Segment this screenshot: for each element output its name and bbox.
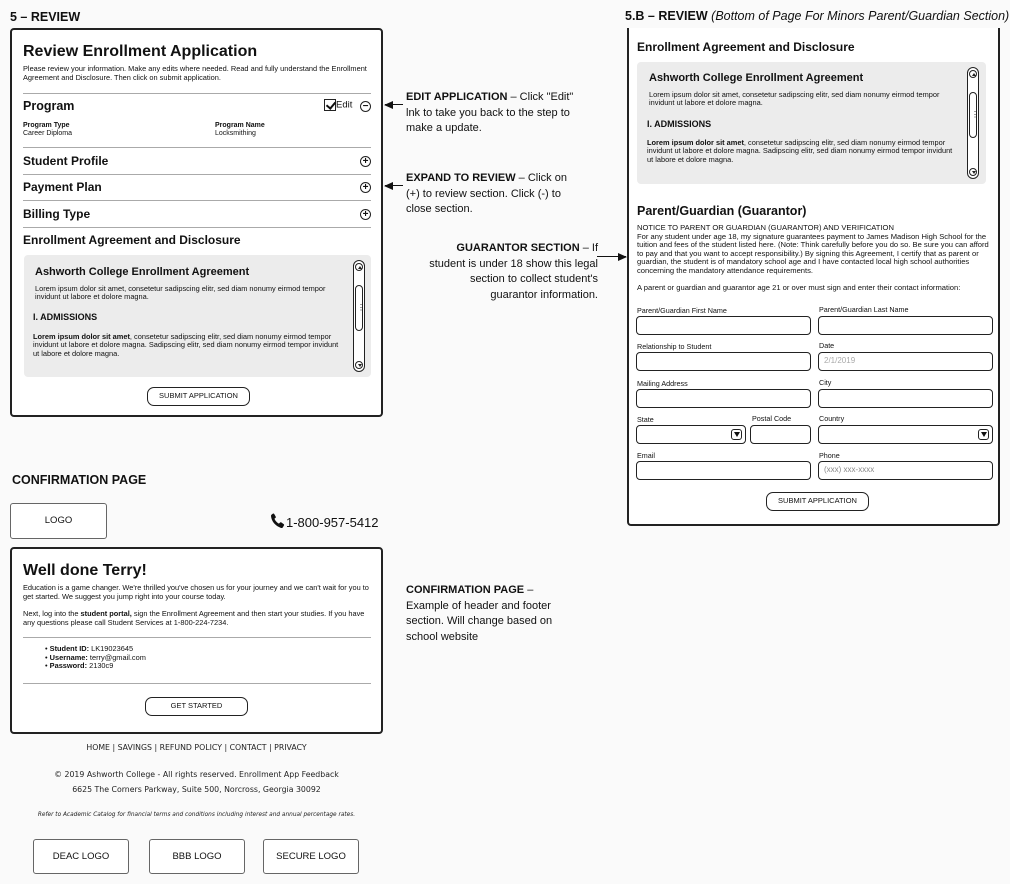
note-confirmation-page bbox=[406, 583, 566, 645]
state-select[interactable] bbox=[636, 425, 746, 444]
credential-label: Password: bbox=[49, 661, 88, 671]
note-body: – If student is under 18 show this legal section to collect student's guarantor information. bbox=[429, 242, 598, 301]
scroll-up-icon[interactable] bbox=[969, 70, 977, 78]
program-type-label: Program Type bbox=[23, 122, 70, 129]
student-portal-link[interactable]: student portal, bbox=[80, 609, 132, 618]
program-type-value: Career Diploma bbox=[23, 130, 73, 137]
country-label: Country bbox=[819, 414, 845, 423]
scrollbar[interactable] bbox=[353, 260, 365, 372]
bbb-logo: BBB LOGO bbox=[149, 839, 245, 874]
confirmation-panel bbox=[10, 547, 383, 734]
relationship-input[interactable] bbox=[636, 352, 811, 371]
first-name-input[interactable] bbox=[636, 316, 811, 335]
agreement-heading: Enrollment Agreement and Disclosure bbox=[23, 233, 241, 247]
text: Next, log into the bbox=[23, 609, 81, 618]
address-label: Mailing Address bbox=[637, 379, 688, 388]
footer-link-refund-policy[interactable]: REFUND POLICY bbox=[159, 743, 222, 752]
agreement-heading: Enrollment Agreement and Disclosure bbox=[637, 40, 855, 54]
note-title: EDIT APPLICATION bbox=[406, 91, 508, 103]
agreement-subheading: I. ADMISSIONS bbox=[33, 312, 98, 322]
relationship-label: Relationship to Student bbox=[637, 342, 712, 351]
phone-number: 1-800-957-5412 bbox=[286, 515, 379, 530]
address-input[interactable] bbox=[636, 389, 811, 408]
arrow-icon bbox=[597, 256, 626, 257]
agreement-title: Ashworth College Enrollment Agreement bbox=[35, 266, 250, 278]
email-label: Email bbox=[637, 451, 655, 460]
agreement-subheading: I. ADMISSIONS bbox=[647, 119, 712, 129]
email-input[interactable] bbox=[636, 461, 811, 480]
city-label: City bbox=[819, 378, 832, 387]
section-title-confirmation: CONFIRMATION PAGE bbox=[12, 473, 147, 487]
agreement-paragraph bbox=[33, 333, 343, 358]
divider bbox=[23, 200, 371, 201]
footer-link-privacy[interactable]: PRIVACY bbox=[274, 743, 307, 752]
confirmation-paragraph bbox=[23, 610, 373, 627]
section-title-review-b-note: (Bottom of Page For Minors Parent/Guardian Section) bbox=[711, 9, 1010, 23]
guardian-review-panel bbox=[627, 28, 1000, 526]
agreement-text: , consetetur sadipscing elitr, sed diam nonumy eirmod tempor invidunt ut labore et dolore magna. Sadipscing elitr, sed diam nonumy eirmod tempor invidunt ut labore et dolore magna. bbox=[647, 138, 953, 164]
notice-body: For any student under age 18, my signature guarantees payment to James Madison High School for the tuition and fees of the student listed here. (Note: Think carefully before you do so. Be sure you can afford to pay and that you want to accept responsibility.) By signing this Agreement, I certify that as parent or guardian, the student is of mandatory school age and I have contacted local high school authorities concerning the mandatory attendance requirements. bbox=[637, 231, 989, 275]
credential-value: 2130c9 bbox=[87, 661, 114, 671]
scroll-thumb[interactable] bbox=[969, 92, 977, 138]
section-title-review-b bbox=[625, 9, 1009, 23]
confirmation-title: Well done Terry! bbox=[23, 562, 147, 579]
credential-label: Student ID: bbox=[49, 644, 90, 653]
note-title: EXPAND TO REVIEW bbox=[406, 172, 516, 184]
agreement-paragraph bbox=[647, 139, 957, 164]
logo[interactable]: LOGO bbox=[10, 503, 107, 539]
agreement-bold: Lorem ipsum dolor sit amet bbox=[33, 332, 130, 341]
chevron-down-icon bbox=[978, 429, 989, 440]
divider bbox=[23, 683, 371, 684]
footer-link-home[interactable]: HOME bbox=[86, 743, 110, 752]
note-edit-application bbox=[406, 90, 581, 137]
review-panel bbox=[10, 28, 383, 417]
credentials-list bbox=[45, 645, 146, 671]
support-phone[interactable] bbox=[268, 511, 379, 531]
scrollbar[interactable] bbox=[967, 67, 979, 179]
section-payment-plan[interactable]: Payment Plan bbox=[23, 180, 102, 194]
guardian-notice bbox=[637, 224, 992, 276]
footer-address: 6625 The Corners Parkway, Suite 500, Norcross, Georgia 30092 bbox=[72, 785, 321, 794]
scroll-down-icon[interactable] bbox=[969, 168, 977, 176]
guardian-heading: Parent/Guardian (Guarantor) bbox=[637, 204, 807, 218]
credential-item: • Password: 2130c9 bbox=[45, 661, 114, 671]
arrow-icon bbox=[385, 104, 403, 105]
postal-code-label: Postal Code bbox=[752, 414, 792, 423]
phone-label: Phone bbox=[819, 451, 840, 460]
guardian-instruction: A parent or guardian and guarantor age 21 or over must sign and enter their contact information: bbox=[637, 283, 961, 292]
confirmation-paragraph: Education is a game changer. We're thrilled you've chosen us for your journey and we can't wait for you to get started. We suggest you jump right into your course today. bbox=[23, 583, 369, 601]
plus-circle-icon[interactable]: + bbox=[360, 209, 371, 220]
date-label: Date bbox=[819, 341, 835, 350]
minus-circle-icon[interactable]: − bbox=[360, 101, 371, 112]
section-student-profile[interactable]: Student Profile bbox=[23, 154, 109, 168]
checkbox-icon bbox=[324, 99, 336, 111]
city-input[interactable] bbox=[818, 389, 993, 408]
divider bbox=[23, 174, 371, 175]
plus-circle-icon[interactable]: + bbox=[360, 156, 371, 167]
footer-disclaimer: Refer to Academic Catalog for financial terms and conditions including interest and annual percentage rates. bbox=[37, 812, 356, 818]
agreement-scroll-box[interactable] bbox=[24, 255, 371, 377]
credential-value: terry@gmail.com bbox=[87, 652, 146, 662]
scroll-thumb[interactable] bbox=[355, 285, 363, 331]
postal-code-input[interactable] bbox=[750, 425, 811, 444]
note-body: – Example of header and footer section. Will change based on school website bbox=[406, 584, 553, 643]
first-name-label: Parent/Guardian First Name bbox=[637, 306, 727, 315]
credential-item: • Username: terry@gmail.com bbox=[45, 652, 146, 662]
last-name-input[interactable] bbox=[818, 316, 993, 335]
note-expand-to-review bbox=[406, 171, 576, 218]
text: sign the Enrollment Agreement and then start your studies. If you have any questions please call Student Services at 1-800-224-7234. bbox=[23, 609, 365, 627]
section-title-review-b-label: 5.B – REVIEW bbox=[625, 9, 708, 23]
section-title-review: 5 – REVIEW bbox=[10, 10, 81, 24]
footer-link-contact[interactable]: CONTACT bbox=[229, 743, 267, 752]
divider bbox=[23, 93, 371, 94]
note-title: CONFIRMATION PAGE bbox=[406, 584, 525, 596]
divider bbox=[23, 637, 371, 638]
submit-application-button[interactable]: SUBMIT APPLICATION bbox=[147, 387, 250, 406]
footer-nav: HOME | SAVINGS | REFUND POLICY | CONTACT | PRIVACY bbox=[86, 743, 307, 752]
scroll-up-icon[interactable] bbox=[355, 263, 363, 271]
submit-application-button[interactable]: SUBMIT APPLICATION bbox=[766, 492, 869, 511]
secure-logo: SECURE LOGO bbox=[263, 839, 359, 874]
divider bbox=[23, 227, 371, 228]
date-input[interactable]: 2/1/2019 bbox=[818, 352, 993, 371]
phone-icon bbox=[268, 511, 286, 531]
plus-circle-icon[interactable]: + bbox=[360, 182, 371, 193]
note-title: GUARANTOR SECTION bbox=[456, 242, 580, 254]
page-title: Review Enrollment Application bbox=[23, 43, 258, 60]
credential-value: LK19023645 bbox=[89, 644, 134, 653]
last-name-label: Parent/Guardian Last Name bbox=[819, 305, 909, 314]
arrow-icon bbox=[385, 185, 403, 186]
deac-logo: DEAC LOGO bbox=[33, 839, 129, 874]
agreement-bold: Lorem ipsum dolor sit amet bbox=[647, 138, 744, 147]
note-guarantor-section bbox=[420, 241, 598, 303]
program-name-label: Program Name bbox=[215, 122, 265, 129]
footer-copyright: © 2019 Ashworth College - All rights reserved. Enrollment App Feedback bbox=[54, 770, 339, 779]
agreement-text: , consetetur sadipscing elitr, sed diam nonumy eirmod tempor invidunt ut labore et dolore magna. Sadipscing elitr, sed diam nonumy eirmod tempor invidunt ut labore et dolore magna. bbox=[33, 332, 339, 358]
get-started-button[interactable]: GET STARTED bbox=[145, 697, 248, 716]
scroll-down-icon[interactable] bbox=[355, 361, 363, 369]
program-heading: Program bbox=[23, 99, 75, 113]
agreement-paragraph: Lorem ipsum dolor sit amet, consetetur sadipscing elitr, sed diam nonumy eirmod tempor invidunt ut labore et dolore magna. bbox=[35, 284, 326, 302]
agreement-title: Ashworth College Enrollment Agreement bbox=[649, 72, 864, 84]
note-body: – Click "Edit" lnk to take you back to the step to make a update. bbox=[406, 91, 574, 134]
credential-label: Username: bbox=[49, 652, 88, 662]
country-select[interactable] bbox=[818, 425, 993, 444]
program-name-value: Locksmithing bbox=[215, 130, 256, 137]
state-label: State bbox=[637, 415, 654, 424]
section-billing-type[interactable]: Billing Type bbox=[23, 207, 91, 221]
credential-item: • Student ID: LK19023645 bbox=[45, 644, 134, 653]
footer-link-savings[interactable]: SAVINGS bbox=[117, 743, 152, 752]
notice-title: NOTICE TO PARENT OR GUARDIAN (GUARANTOR) AND VERIFICATION bbox=[637, 223, 894, 232]
note-body: – Click on (+) to review section. Click (-) to close section. bbox=[406, 172, 567, 215]
divider bbox=[23, 147, 371, 148]
edit-label: Edit bbox=[336, 99, 353, 111]
agreement-scroll-box[interactable] bbox=[637, 62, 986, 184]
chevron-down-icon bbox=[731, 429, 742, 440]
phone-input[interactable]: (xxx) xxx-xxxx bbox=[818, 461, 993, 480]
agreement-paragraph: Lorem ipsum dolor sit amet, consetetur sadipscing elitr, sed diam nonumy eirmod tempor invidunt ut labore et dolore magna. bbox=[649, 90, 940, 108]
edit-link[interactable] bbox=[324, 99, 352, 111]
review-intro: Please review your information. Make any edits where needed. Read and fully understand the Enrollment Agreement and Disclosure. Then click on submit application. bbox=[23, 64, 367, 82]
